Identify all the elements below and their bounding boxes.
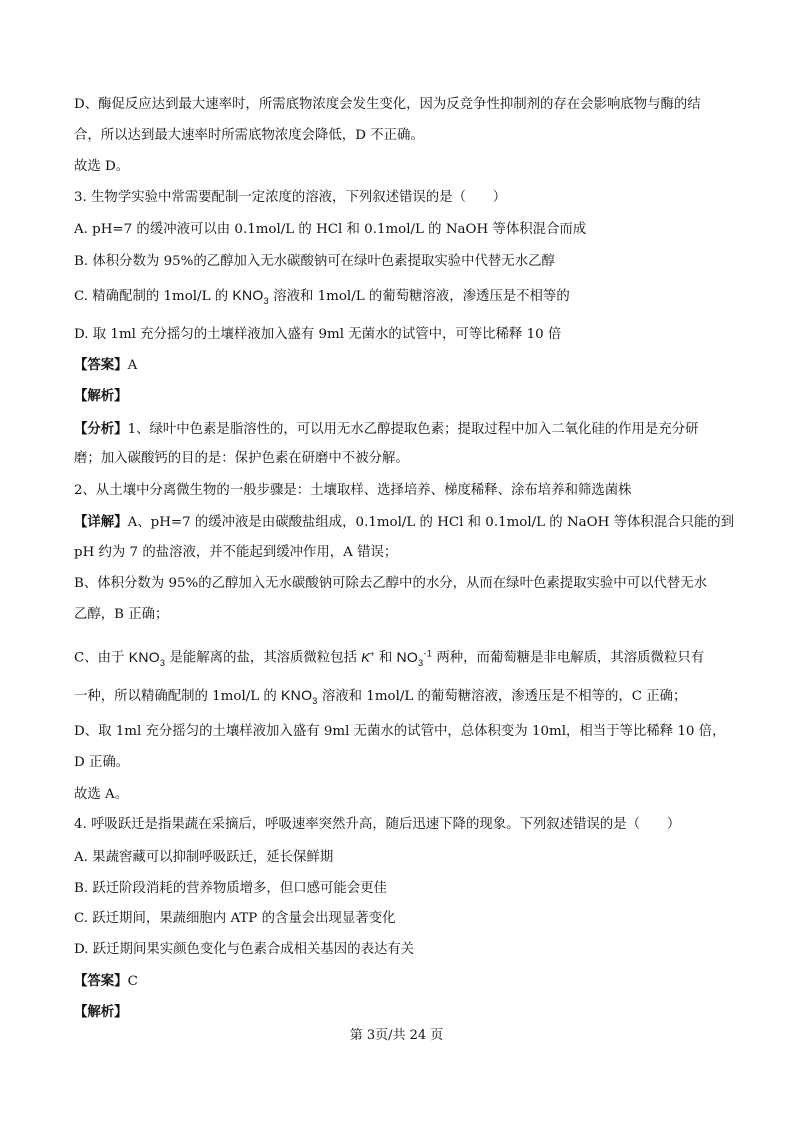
option-c: C. 跃迁期间，果蔬细胞内 ATP 的含量会出现显著变化 xyxy=(74,911,396,926)
option-c-text-1: C. 精确配制的 1mol/L 的 xyxy=(74,289,229,304)
paragraph-line: D 正确。 xyxy=(74,755,130,770)
paragraph-line: 2、从土壤中分离微生物的一般步骤是：土壤取样、选择培养、梯度稀释、涂布培养和筛选菌株 xyxy=(74,483,632,498)
answer-value: A xyxy=(127,358,138,373)
option-a: A. 果蔬窖藏可以抑制呼吸跃迁，延长保鲜期 xyxy=(74,850,334,865)
analysis-heading: 【解析】 xyxy=(74,1004,128,1020)
paragraph-line: 故选 A。 xyxy=(74,787,129,802)
analysis-tag: 【分析】 xyxy=(74,421,128,437)
paragraph-line: 合，所以达到最大速率时所需底物浓度会降低，D 不正确。 xyxy=(74,128,424,143)
option-b: B. 跃迁阶段消耗的营养物质增多，但口感可能会更佳 xyxy=(74,881,387,896)
paragraph-line: pH 约为 7 的盐溶液，并不能起到缓冲作用，A 错误； xyxy=(74,545,398,560)
paragraph-line: 乙醇，B 正确； xyxy=(74,607,169,622)
kno3-formula: $KNO_3$ xyxy=(232,287,269,306)
option-c-text-2: 溶液和 1mol/L 的葡萄糖溶液，渗透压是不相等的 xyxy=(273,289,570,304)
detail-tag: 【详解】 xyxy=(74,514,128,530)
option-d: D. 取 1ml 充分摇匀的土壤样液加入盛有 9ml 无菌水的试管中，可等比稀释 10 倍 xyxy=(74,327,562,342)
answer-line xyxy=(74,356,734,375)
answer-tag: 【答案】 xyxy=(74,973,128,989)
detail-line: 【详解】A、pH=7 的缓冲液是由碳酸盐组成，0.1mol/L 的 HCl 和 0.1mol/L 的 NaOH 等体积混合只能的到 xyxy=(74,514,734,530)
question-stem: 4. 呼吸跃迁是指果蔬在采摘后，呼吸速率突然升高，随后迅速下降的现象。下列叙述错误的是（ ） xyxy=(74,817,681,832)
answer-tag: 【答案】 xyxy=(74,357,128,373)
kno3-formula: $KNO_3$ xyxy=(128,648,166,668)
option-b: B. 体积分数为 95%的乙醇加入无水碳酸钠可在绿叶色素提取实验中代替无水乙醇 xyxy=(74,254,555,269)
analysis-heading: 【解析】 xyxy=(74,388,128,404)
option-d: D. 跃迁期间果实颜色变化与色素合成相关基因的表达有关 xyxy=(74,942,415,957)
paragraph-line: 故选 D。 xyxy=(74,159,130,174)
paragraph-line: D、取 1ml 充分摇匀的土壤样液加入盛有 9ml 无菌水的试管中，总体积变为 10ml，相当于等比稀释 10 倍， xyxy=(74,724,726,739)
paragraph-line: 磨；加入碳酸钙的目的是：保护色素在研磨中不被分解。 xyxy=(74,451,409,466)
page-footer: 第 3页/共 24 页 xyxy=(349,1028,444,1043)
analysis-line: 【分析】1、绿叶中色素是脂溶性的，可以用无水乙醇提取色素；提取过程中加入二氧化硅的作用是充分研 xyxy=(74,421,699,437)
paragraph-line: D、酶促反应达到最大速率时，所需底物浓度会发生变化，因为反竞争性抑制剂的存在会影响底物与酶的结 xyxy=(74,97,701,112)
option-a: A. pH=7 的缓冲液可以由 0.1mol/L 的 HCl 和 0.1mol/L 的 NaOH 等体积混合而成 xyxy=(74,222,587,237)
answer-line xyxy=(74,972,734,991)
paragraph-line: B、体积分数为 95%的乙醇加入无水碳酸钠可除去乙醇中的水分，从而在绿叶色素提取实验中可以代替无水 xyxy=(74,576,708,591)
potassium-ion: K+ xyxy=(361,649,375,665)
detail-c-line: C、由于 $KNO_3$ 是能解离的盐，其溶质微粒包括 K+ 和 $NO_3^{-1}$ 两种，而葡萄糖是非电解质，其溶质微粒只有 xyxy=(74,648,705,668)
question-stem: 3. 生物学实验中常需要配制一定浓度的溶液，下列叙述错误的是（ ） xyxy=(74,190,507,205)
nitrate-ion: $NO_3^{-1}$ xyxy=(396,648,433,668)
option-c xyxy=(74,286,734,310)
detail-c-line-2: 一种，所以精确配制的 1mol/L 的 $KNO_3$ 溶液和 1mol/L 的葡萄糖溶液，渗透压是不相等的，C 正确； xyxy=(74,687,687,706)
kno3-formula: $KNO_3$ xyxy=(281,687,318,706)
answer-value: C xyxy=(127,974,138,989)
